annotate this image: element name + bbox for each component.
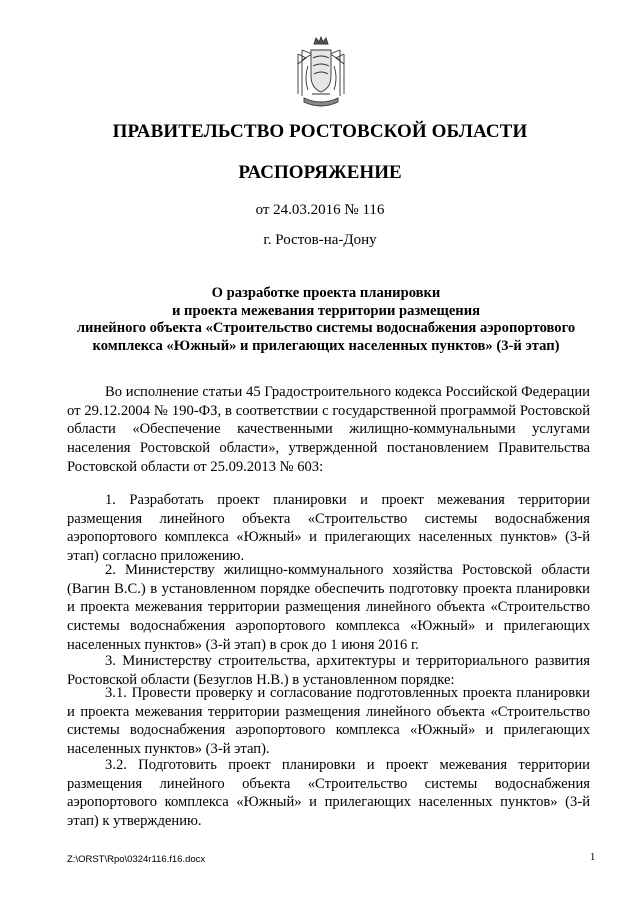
clause-3-2-paragraph: 3.2. Подготовить проект планировки и проект межевания территории размещения линейного объекта «Строительство системы водоснабжения аэропортового комплекса «Южный» и прилегающих населенных пунктов» (3-й этап) к утверждению. <box>67 757 590 830</box>
document-city: г. Ростов-на-Дону <box>263 232 377 248</box>
coat-of-arms-icon <box>294 36 348 110</box>
document-subject <box>66 285 586 355</box>
footer-file-path: Z:\ORST\Rpo\0324r116.f16.docx <box>67 854 206 865</box>
clause-3-1-paragraph: 3.1. Провести проверку и согласование подготовленных проекта планировки и проекта межевания территории размещения линейного объекта «Строительство системы водоснабжения аэропортового комплекса «Южный» и прилегающих населенных пунктов» (3-й этап). <box>67 685 590 758</box>
document-type: РАСПОРЯЖЕНИЕ <box>238 162 402 183</box>
document-date-number: от 24.03.2016 № 116 <box>255 202 385 218</box>
clause-3-paragraph: 3. Министерству строительства, архитектуры и территориального развития Ростовской области (Безуглов Н.В.) в установленном порядке: <box>67 653 590 688</box>
subject-line: О разработке проекта планировки <box>211 285 441 301</box>
subject-line: и проекта межевания территории размещения <box>171 302 481 319</box>
preamble-paragraph: Во исполнение статьи 45 Градостроительного кодекса Российской Федерации от 29.12.2004 № 190-ФЗ, в соответствии с государственной программой Ростовской области «Обеспечение качественными жилищно-коммунальными услугами населения Ростовской области», утвержденной постановлением Правительства Ростовской области от 25.09.2013 № 603: <box>67 384 590 475</box>
clause-2-paragraph: 2. Министерству жилищно-коммунального хозяйства Ростовской области (Вагин В.С.) в установленном порядке обеспечить подготовку проекта планировки и проекта межевания территории размещения линейного объекта «Строительство системы водоснабжения аэропортового комплекса «Южный» и прилегающих населенных пунктов» (3-й этап) в срок до 1 июня 2016 г. <box>67 562 590 653</box>
government-title: ПРАВИТЕЛЬСТВО РОСТОВСКОЙ ОБЛАСТИ <box>112 121 528 142</box>
page-number: 1 <box>590 852 596 863</box>
subject-line: линейного объекта «Строительство системы водоснабжения аэропортового <box>76 320 576 337</box>
clause-1-paragraph: 1. Разработать проект планировки и проект межевания территории размещения линейного объекта «Строительство системы водоснабжения аэропортового комплекса «Южный» и прилегающих населенных пунктов» (3-й этап) согласно приложению. <box>67 492 590 565</box>
subject-line: комплекса «Южный» и прилегающих населенных пунктов» (3-й этап) <box>92 337 560 354</box>
